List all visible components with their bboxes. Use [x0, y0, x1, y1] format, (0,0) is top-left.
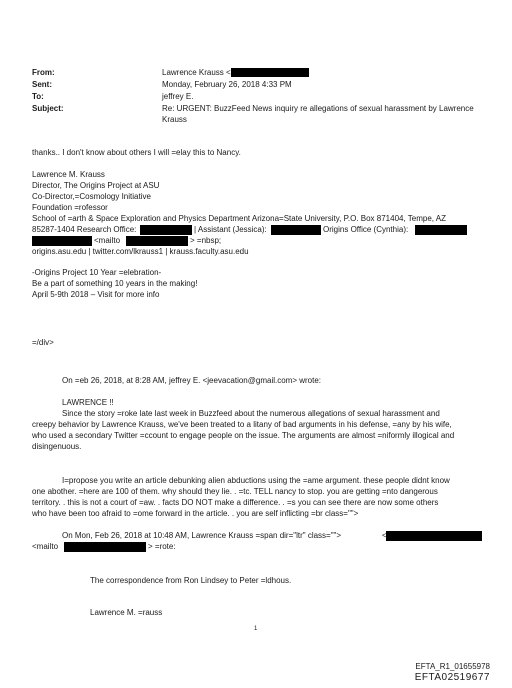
nested-wrote: > =rote: — [148, 542, 176, 551]
footer-id-2: EFTA02519677 — [414, 672, 490, 683]
redaction-block — [64, 542, 146, 552]
from-value — [162, 68, 235, 77]
signature-links[interactable]: origins.asu.edu | twitter.com/lkrauss1 | krauss.faculty.asu.edu — [32, 247, 249, 256]
quoted-p1-line-1: Since the story =roke late last week in Buzzfeed about the numerous allegations of sexual harassment and — [62, 409, 440, 418]
signature-school: School of =arth & Space Exploration and Physics Department Arizona=State University, P.O. Box 871404, Tempe, AZ — [32, 214, 447, 223]
div-close-tag: =/div> — [32, 338, 54, 347]
redaction-block — [231, 68, 309, 77]
sent-value: Monday, February 26, 2018 4:33 PM — [162, 80, 292, 89]
signature-research-c: Origins Office (Cynthia): — [323, 225, 409, 234]
redaction-block — [126, 236, 188, 246]
quoted-p1-line-4: disingenuous. — [32, 442, 82, 451]
quoted-p2-line-4: who have been too afraid to =ome forward in the article. . you are self inflicting =br class=""> — [32, 509, 359, 518]
signature-name: Lawrence M. Krauss — [32, 170, 105, 179]
redaction-block — [140, 225, 192, 235]
redaction-block — [386, 531, 482, 541]
reply-text: thanks.. I don't know about others I will =elay this to Nancy. — [32, 148, 241, 157]
quoted-p1-line-3: who used a secondary Twitter =ccount to engage people on the issue. The arguments are almost =niformly illogical and — [32, 431, 455, 440]
promo-line-2: Be a part of something 10 years in the making! — [32, 279, 198, 288]
redaction-block — [271, 225, 321, 235]
subject-line-2: Krauss — [162, 115, 187, 124]
signature-title-1: Director, The Origins Project at ASU — [32, 181, 160, 190]
signature-title-3: Foundation =rofessor — [32, 203, 108, 212]
signature-title-2: Co-Director,=Cosmology Initiative — [32, 192, 151, 201]
subject-line-1: Re: URGENT: BuzzFeed News inquiry re allegations of sexual harassment by Lawrence — [162, 104, 474, 113]
quoted-p1-line-2: creepy behavior by Lawrence Krauss, we've been treated to a litany of bad arguments in his defense, =any by his wife, — [32, 420, 452, 429]
to-label: To: — [32, 92, 44, 101]
quoted-p2-line-3: territory. . this is not a court of =aw. . facts DO NOT make a difference. . =s you can see there are now some others — [32, 498, 439, 507]
redaction-block — [415, 225, 467, 235]
sent-label: Sent: — [32, 80, 52, 89]
quoted-greeting: LAWRENCE !! — [62, 398, 114, 407]
from-name: Lawrence Krauss < — [162, 68, 231, 77]
promo-line-3: April 5-9th 2018 – Visit for more info — [32, 290, 160, 299]
quoted-p2-line-1: I=propose you write an article debunking alien abductions using the =ame argument. these people didnt know — [62, 476, 450, 485]
to-value: jeffrey E. — [162, 92, 194, 101]
page-number: 1 — [254, 626, 258, 632]
nested-name: Lawrence M. =rauss — [90, 608, 163, 617]
signature-mailto-a[interactable]: <mailto — [94, 236, 121, 245]
nested-mailto[interactable]: <mailto — [32, 542, 59, 551]
footer-id-1: EFTA_R1_01655978 — [415, 662, 490, 671]
quoted-p2-line-2: one abother. =here are 100 of them. why should they lie. . =tc. TELL nancy to stop. you are getting =nto dangerous — [32, 487, 438, 496]
quoted-on-line: On =eb 26, 2018, at 8:28 AM, jeffrey E. <jeevacation@gmail.com> wrote: — [62, 376, 322, 385]
redaction-block — [32, 236, 92, 246]
promo-line-1: -Origins Project 10 Year =elebration- — [32, 268, 162, 277]
subject-label: Subject: — [32, 104, 64, 113]
nested-correspondence: The correspondence from Ron Lindsey to Peter =ldhous. — [90, 576, 292, 585]
signature-research-a: 85287-1404 Research Office: — [32, 225, 137, 234]
nested-on-line: On Mon, Feb 26, 2018 at 10:48 AM, Lawrence Krauss =span dir="ltr" class=""> — [62, 531, 342, 540]
signature-research-b: | Assistant (Jessica): — [194, 225, 267, 234]
from-label: From: — [32, 68, 55, 77]
signature-mailto-b: > =nbsp; — [190, 236, 222, 245]
nested-on-line-tail: < — [382, 531, 387, 540]
